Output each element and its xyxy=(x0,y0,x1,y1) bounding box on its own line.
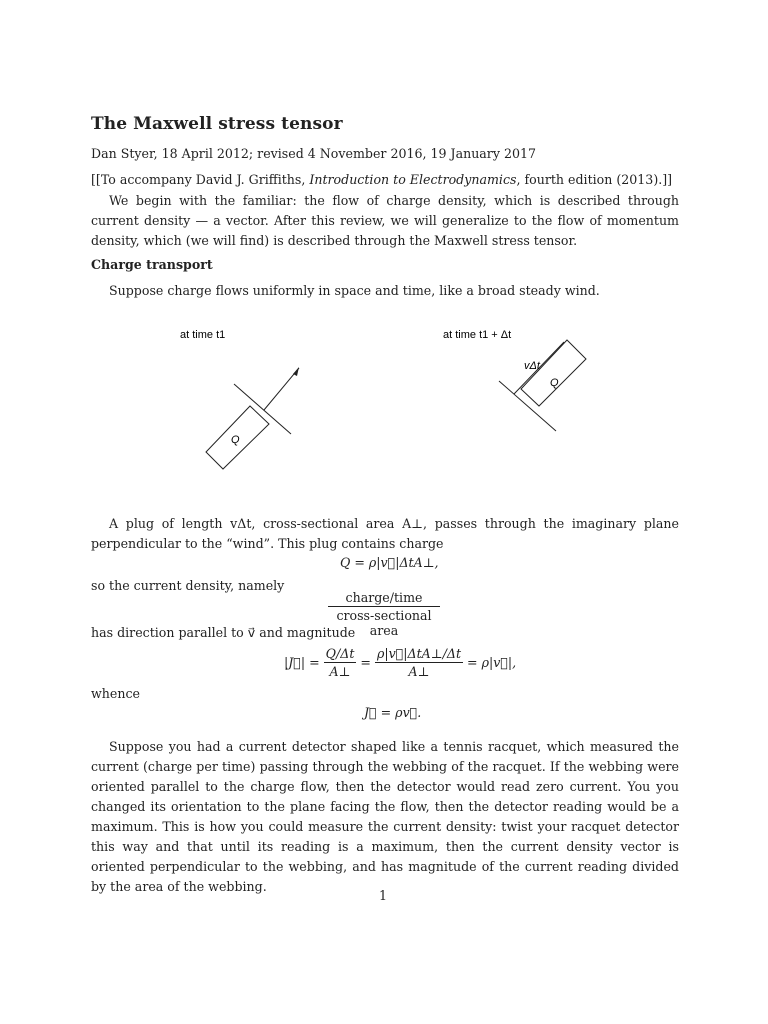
label-time-t1 xyxy=(180,329,225,341)
equation-magnitude xyxy=(284,646,516,679)
page-number: 1 xyxy=(379,888,388,903)
accompany-suffix: , fourth edition (2013).]] xyxy=(516,172,673,187)
fraction-numerator: charge/time xyxy=(328,590,440,607)
label-q-right-text: Q xyxy=(550,377,559,389)
author-line: Dan Styer, 18 April 2012; revised 4 November 2016, 19 January 2017 xyxy=(91,146,536,161)
fraction-denominator: cross-sectional area xyxy=(336,608,432,638)
racquet-paragraph xyxy=(91,737,679,897)
label-vdt-text: vΔt xyxy=(524,360,540,372)
eq-mag-equals: = xyxy=(360,655,371,670)
plug-text: A plug of length vΔt, cross-sectional area A⊥, passes through the imaginary plane perpendicular to the “wind”. This plug contains charge xyxy=(91,516,679,551)
eq-mag-f2-num: ρ|v⃗|ΔtA⊥/Δt xyxy=(376,646,462,661)
label-time-t1-dt-text: at time t1 + Δt xyxy=(443,329,512,341)
imaginary-plane-right xyxy=(499,381,556,431)
equation-current-density: J⃗ = ρv⃗. xyxy=(364,705,422,720)
charge-paragraph xyxy=(91,281,679,301)
label-q-left-text: Q xyxy=(231,434,240,446)
label-time-t1-dt xyxy=(443,329,511,341)
book-title: Introduction to Electrodynamics xyxy=(309,172,517,187)
intro-paragraph xyxy=(91,191,679,251)
accompany-note xyxy=(91,172,672,187)
eq-mag-lhs: |J⃗| = xyxy=(284,655,320,670)
so-current-text: so the current density, namely xyxy=(91,578,285,593)
label-vdt xyxy=(524,360,541,372)
eq-mag-fraction-1 xyxy=(324,646,357,679)
whence-text: whence xyxy=(91,686,140,701)
intro-text: We begin with the familiar: the flow of charge density, which is described through current density — a vector. After this review, we will generalize to the flow of momentum density, which (we will find) is described through the Maxwell stress tensor. xyxy=(91,193,679,248)
plug-right xyxy=(521,340,586,406)
eq-mag-fraction-2 xyxy=(375,646,463,679)
charge-text: Suppose charge flows uniformly in space and time, like a broad steady wind. xyxy=(109,283,600,298)
eq-mag-f2-den: A⊥ xyxy=(408,664,430,679)
eq-mag-f1-num: Q/Δt xyxy=(325,646,355,661)
label-time-t1-text: at time t1 xyxy=(180,329,226,341)
section-heading: Charge transport xyxy=(91,257,213,272)
label-q-right xyxy=(550,377,559,389)
accompany-prefix: [[To accompany David J. Griffiths, xyxy=(91,172,310,187)
eq-mag-rhs: = ρ|v⃗|, xyxy=(467,655,517,670)
imaginary-plane-left xyxy=(234,384,291,434)
eq-mag-f1-den: A⊥ xyxy=(329,664,351,679)
has-direction-text: has direction parallel to v⃗ and magnitude xyxy=(91,625,356,640)
page-title: The Maxwell stress tensor xyxy=(91,114,343,134)
charge-flow-figure xyxy=(0,320,768,500)
equation-charge: Q = ρ|v⃗|ΔtA⊥, xyxy=(340,555,439,570)
label-q-left xyxy=(231,434,240,446)
racquet-text: Suppose you had a current detector shaped like a tennis racquet, which measured the current (charge per time) passing through the webbing of the racquet. If the webbing were oriented parallel to the charge flow, then the detector would read zero current. You you changed its orientation to the plane facing the flow, then the detector reading would be a maximum. This is how you could measure the current density: twist your racquet detector this way and that until its reading is a maximum, then the current density vector is oriented perpendicular to the webbing, and has magnitude of the current reading divided by the area of the webbing. xyxy=(91,739,679,894)
plug-paragraph xyxy=(91,514,679,554)
